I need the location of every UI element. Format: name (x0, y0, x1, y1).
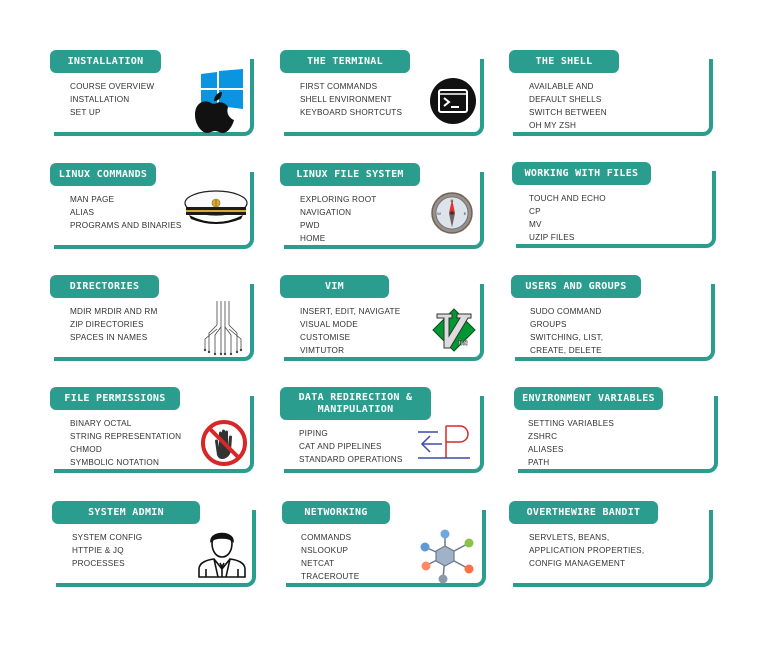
card-items (529, 192, 606, 244)
card-items (528, 417, 614, 469)
card-title: DATA REDIRECTION & MANIPULATION (280, 387, 431, 420)
list-item: DEFAULT SHELLS (529, 95, 602, 104)
list-item: FIRST COMMANDS (300, 82, 378, 91)
card-title: LINUX FILE SYSTEM (280, 163, 420, 186)
card-linux-file-system (280, 163, 484, 249)
card-data-redirection (280, 387, 484, 473)
card-title: INSTALLATION (50, 50, 161, 73)
list-item: STANDARD OPERATIONS (299, 455, 403, 464)
list-item: SPACES IN NAMES (70, 333, 148, 342)
card-items (299, 427, 403, 466)
card-items (300, 305, 400, 357)
card-items (70, 193, 182, 232)
captain-hat-icon (183, 189, 249, 227)
card-title: SYSTEM ADMIN (52, 501, 200, 524)
card-items (70, 305, 158, 344)
list-item: MDIR MRDIR AND RM (70, 307, 158, 316)
card-title: OVERTHEWIRE BANDIT (509, 501, 658, 524)
admin-person-icon (196, 529, 248, 579)
list-item: PROCESSES (72, 559, 125, 568)
list-item: SETTING VARIABLES (528, 419, 615, 428)
card-file-permissions (50, 387, 254, 473)
list-item: PATH (528, 458, 550, 467)
list-item: UZIP FILES (529, 233, 575, 242)
list-item: AVAILABLE AND (529, 82, 594, 91)
card-items (530, 305, 603, 357)
list-item: PWD (300, 221, 320, 230)
card-system-admin (52, 501, 256, 587)
terminal-icon (429, 77, 477, 125)
card-title: USERS AND GROUPS (511, 275, 641, 298)
list-item: CONFIG MANAGEMENT (529, 559, 626, 568)
list-item: CREATE, DELETE (530, 346, 602, 355)
list-item: ALIAS (70, 208, 95, 217)
circuit-tree-icon (203, 299, 243, 357)
card-users-and-groups (511, 275, 715, 361)
list-item: HOME (300, 234, 326, 243)
list-item: EXPLORING ROOT (300, 195, 377, 204)
network-nodes-icon (419, 527, 477, 585)
vim-logo-icon (432, 308, 476, 352)
card-items (301, 531, 359, 583)
card-working-with-files (512, 162, 716, 248)
list-item: NSLOOKUP (301, 546, 349, 555)
card-vim (280, 275, 484, 361)
card-items (529, 531, 644, 570)
list-item: GROUPS (530, 320, 567, 329)
list-item: SWITCHING, LIST, (530, 333, 604, 342)
list-item: SHELL ENVIRONMENT (300, 95, 392, 104)
card-title: THE TERMINAL (280, 50, 410, 73)
list-item: OH MY ZSH (529, 121, 577, 130)
card-items (70, 80, 154, 119)
svg-text:N: N (450, 198, 454, 203)
card-linux-commands (50, 163, 254, 249)
card-overthewire-bandit (509, 501, 713, 587)
list-item: SET UP (70, 108, 101, 117)
list-item: SERVLETS, BEANS, (529, 533, 610, 542)
stop-hand-icon (200, 419, 248, 467)
list-item: PROGRAMS AND BINARIES (70, 221, 182, 230)
windows-apple-icon (193, 69, 249, 135)
card-title: VIM (280, 275, 389, 298)
card-title: FILE PERMISSIONS (50, 387, 180, 410)
list-item: SUDO COMMAND (530, 307, 602, 316)
card-networking (282, 501, 486, 587)
compass-icon (430, 191, 474, 235)
list-item: KEYBOARD SHORTCUTS (300, 108, 403, 117)
list-item: BINARY OCTAL (70, 419, 132, 428)
svg-text:im: im (458, 337, 468, 347)
list-item: INSERT, EDIT, NAVIGATE (300, 307, 401, 316)
list-item: CP (529, 207, 541, 216)
card-directories (50, 275, 254, 361)
list-item: SWITCH BETWEEN (529, 108, 607, 117)
card-items (70, 417, 181, 469)
card-title: WORKING WITH FILES (512, 162, 651, 185)
list-item: CHMOD (70, 445, 102, 454)
list-item: INSTALLATION (70, 95, 130, 104)
list-item: SYMBOLIC NOTATION (70, 458, 160, 467)
card-title: NETWORKING (282, 501, 390, 524)
list-item: COURSE OVERVIEW (70, 82, 155, 91)
card-items (529, 80, 607, 132)
list-item: NAVIGATION (300, 208, 352, 217)
card-title: LINUX COMMANDS (50, 163, 156, 186)
list-item: COMMANDS (301, 533, 352, 542)
list-item: SYSTEM CONFIG (72, 533, 143, 542)
card-environment-variables (514, 387, 718, 473)
pipe-arrows-icon (416, 424, 472, 460)
list-item: TRACEROUTE (301, 572, 360, 581)
card-items (72, 531, 142, 570)
list-item: ALIASES (528, 445, 564, 454)
svg-text:W: W (437, 211, 441, 216)
list-item: ZIP DIRECTORIES (70, 320, 144, 329)
list-item: TOUCH AND ECHO (529, 194, 606, 203)
list-item: CAT AND PIPELINES (299, 442, 382, 451)
list-item: ZSHRC (528, 432, 558, 441)
list-item: PIPING (299, 429, 328, 438)
list-item: STRING REPRESENTATION (70, 432, 182, 441)
list-item: VISUAL MODE (300, 320, 358, 329)
list-item: CUSTOMISE (300, 333, 351, 342)
card-title: ENVIRONMENT VARIABLES (514, 387, 663, 410)
card-the-terminal (280, 50, 484, 136)
svg-text:E: E (463, 211, 467, 216)
card-installation (50, 50, 254, 136)
list-item: HTTPIE & JQ (72, 546, 124, 555)
card-items (300, 80, 402, 119)
card-items (300, 193, 377, 245)
card-title: THE SHELL (509, 50, 619, 73)
card-the-shell (509, 50, 713, 136)
list-item: VIMTUTOR (300, 346, 345, 355)
card-title: DIRECTORIES (50, 275, 159, 298)
list-item: NETCAT (301, 559, 335, 568)
list-item: MV (529, 220, 542, 229)
list-item: APPLICATION PROPERTIES, (529, 546, 645, 555)
list-item: MAN PAGE (70, 195, 115, 204)
